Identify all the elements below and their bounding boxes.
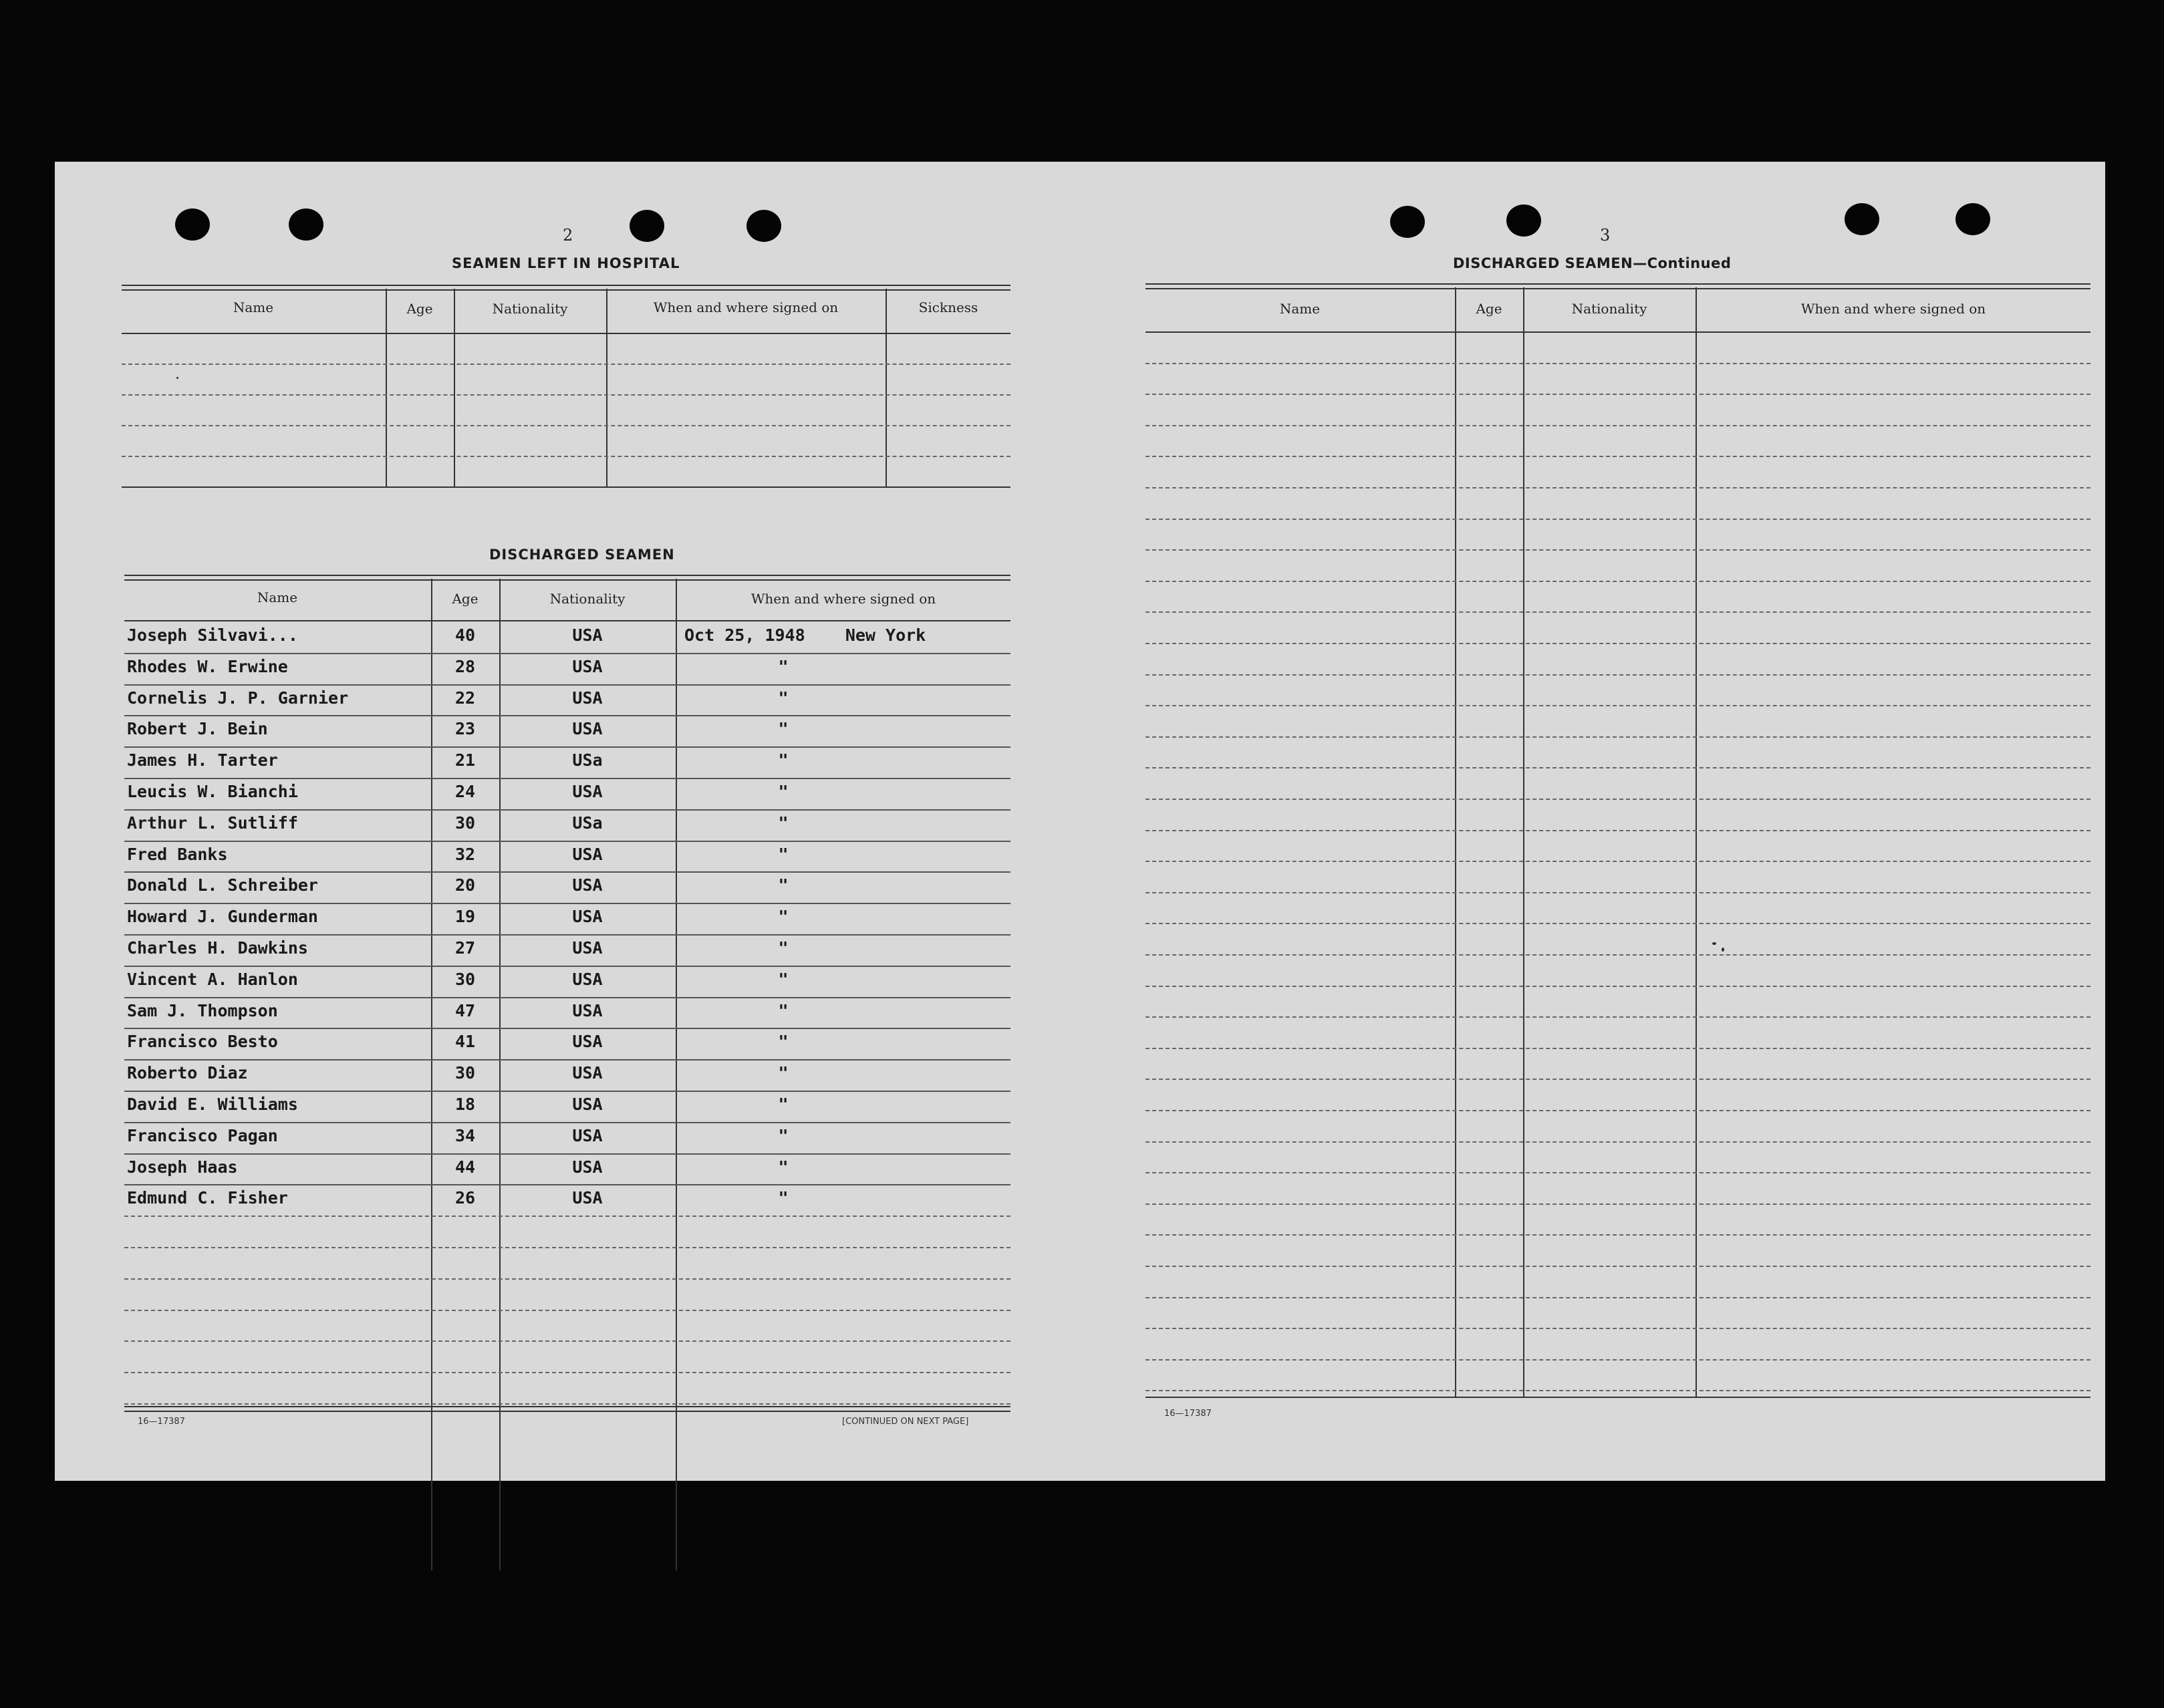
discharged-row-line — [124, 997, 1010, 998]
discharged-header-name: Name — [257, 589, 298, 605]
right-row-line — [1145, 519, 2090, 520]
right-row-line — [1145, 456, 2090, 457]
discharged-top-rule — [124, 575, 1010, 581]
seaman-age: 34 — [454, 1125, 476, 1145]
seaman-nationality: USa — [572, 750, 603, 770]
right-row-line — [1145, 1266, 2090, 1267]
right-header-age: Age — [1476, 301, 1502, 317]
discharged-row-line — [124, 715, 1010, 716]
hospital-header-sickness: Sickness — [918, 299, 978, 315]
seaman-age: 22 — [454, 688, 476, 708]
discharged-header-when-where: When and where signed on — [751, 591, 936, 607]
seaman-nationality: USA — [572, 938, 603, 958]
seaman-name: Robert J. Bein — [127, 719, 268, 739]
discharged-col-divider — [676, 579, 677, 1570]
right-header-rule — [1145, 331, 2090, 333]
dust-speck — [176, 377, 178, 379]
seaman-signed-on: " — [778, 938, 789, 958]
seaman-nationality: USA — [572, 1000, 603, 1020]
right-row-line — [1145, 986, 2090, 987]
seaman-signed-on: " — [778, 750, 789, 770]
right-row-line — [1145, 861, 2090, 862]
discharged-header-age: Age — [452, 591, 479, 607]
hospital-header-nationality: Nationality — [492, 301, 568, 317]
seaman-signed-on: " — [778, 907, 789, 927]
seaman-age: 47 — [454, 1000, 476, 1020]
seaman-signed-on: " — [778, 1188, 789, 1208]
seaman-signed-on: " — [778, 719, 789, 739]
right-col-divider — [1696, 287, 1697, 1397]
seaman-name: Howard J. Gunderman — [127, 907, 318, 927]
discharged-section-title: DISCHARGED SEAMEN — [489, 547, 675, 563]
seaman-nationality: USA — [572, 719, 603, 739]
right-row-line — [1145, 705, 2090, 706]
seaman-nationality: USA — [572, 1157, 603, 1177]
discharged-row-line — [124, 1059, 1010, 1060]
seaman-name: Vincent A. Hanlon — [127, 969, 298, 989]
right-row-line — [1145, 892, 2090, 893]
seaman-nationality: USA — [572, 875, 603, 895]
discharged-row-line — [124, 1340, 1010, 1342]
right-row-line — [1145, 954, 2090, 956]
discharged-row-line — [124, 809, 1010, 811]
seaman-signed-on: " — [778, 1000, 789, 1020]
seaman-nationality: USA — [572, 1095, 603, 1114]
right-row-line — [1145, 1297, 2090, 1298]
seaman-name: Arthur L. Sutliff — [127, 813, 298, 833]
right-row-line — [1145, 1390, 2090, 1391]
seaman-name: Joseph Silvavi... — [127, 625, 298, 645]
seaman-nationality: USA — [572, 782, 603, 801]
right-row-line — [1145, 1048, 2090, 1049]
seaman-age: 30 — [454, 969, 476, 989]
discharged-row-line — [124, 1122, 1010, 1123]
seaman-name: David E. Williams — [127, 1095, 298, 1114]
punch-hole — [289, 208, 323, 241]
seaman-nationality: USA — [572, 1032, 603, 1052]
right-header-name: Name — [1279, 301, 1321, 317]
seaman-name: James H. Tarter — [127, 750, 278, 770]
seaman-name: Roberto Diaz — [127, 1063, 248, 1083]
punch-hole — [630, 210, 664, 242]
right-row-line — [1145, 425, 2090, 426]
hospital-section-title: SEAMEN LEFT IN HOSPITAL — [452, 255, 680, 271]
discharged-row-line — [124, 746, 1010, 748]
seaman-signed-on: " — [778, 782, 789, 801]
discharged-row-line — [124, 871, 1010, 873]
discharged-row-line — [124, 1310, 1010, 1311]
seaman-name: Fred Banks — [127, 844, 228, 864]
hospital-row-line — [122, 456, 1010, 457]
right-top-rule — [1145, 283, 2090, 289]
right-col-divider — [1455, 287, 1456, 1397]
seaman-signed-on: " — [778, 688, 789, 708]
seaman-signed-on: " — [778, 875, 789, 895]
seaman-nationality: USA — [572, 656, 603, 676]
seaman-nationality: USA — [572, 625, 603, 645]
seaman-nationality: USA — [572, 688, 603, 708]
dust-speck — [1712, 942, 1716, 945]
hospital-header-when-where: When and where signed on — [653, 299, 839, 315]
right-row-line — [1145, 611, 2090, 613]
punch-hole — [1955, 203, 1990, 235]
discharged-row-line — [124, 1278, 1010, 1280]
seaman-name: Francisco Pagan — [127, 1125, 278, 1145]
seaman-age: 40 — [454, 625, 476, 645]
right-row-line — [1145, 581, 2090, 582]
hospital-header-rule — [122, 333, 1010, 334]
discharged-row-line — [124, 1028, 1010, 1029]
left-page-number: 2 — [563, 226, 573, 245]
right-row-line — [1145, 549, 2090, 551]
seaman-age: 20 — [454, 875, 476, 895]
seaman-name: Charles H. Dawkins — [127, 938, 308, 958]
seaman-age: 44 — [454, 1157, 476, 1177]
hospital-header-age: Age — [406, 301, 433, 317]
discharged-row-line — [124, 1403, 1010, 1405]
seaman-age: 41 — [454, 1032, 476, 1052]
seaman-age: 26 — [454, 1188, 476, 1208]
discharged-row-line — [124, 966, 1010, 967]
seaman-nationality: USA — [572, 844, 603, 864]
right-row-line — [1145, 674, 2090, 676]
right-row-line — [1145, 1141, 2090, 1143]
hospital-row-line — [122, 394, 1010, 396]
seaman-age: 30 — [454, 813, 476, 833]
seaman-nationality: USA — [572, 969, 603, 989]
seaman-nationality: USA — [572, 1188, 603, 1208]
punch-hole — [747, 210, 781, 242]
right-row-line — [1145, 1234, 2090, 1236]
seaman-signed-on: " — [778, 1125, 789, 1145]
discharged-row-line — [124, 778, 1010, 779]
left-form-number: 16—17387 — [138, 1417, 185, 1427]
seaman-name: Cornelis J. P. Garnier — [127, 688, 349, 708]
seaman-name: Donald L. Schreiber — [127, 875, 318, 895]
seaman-name: Leucis W. Bianchi — [127, 782, 298, 801]
right-col-divider — [1523, 287, 1524, 1397]
seaman-name: Edmund C. Fisher — [127, 1188, 288, 1208]
right-bottom-rule — [1145, 1397, 2090, 1398]
right-row-line — [1145, 1203, 2090, 1205]
right-header-when-where: When and where signed on — [1800, 301, 1986, 317]
discharged-row-line — [124, 653, 1010, 654]
right-row-line — [1145, 923, 2090, 924]
seaman-signed-on: " — [778, 813, 789, 833]
right-row-line — [1145, 799, 2090, 800]
hospital-row-line — [122, 364, 1010, 365]
seaman-age: 19 — [454, 907, 476, 927]
right-row-line — [1145, 830, 2090, 831]
seaman-age: 24 — [454, 782, 476, 801]
hospital-header-name: Name — [233, 299, 274, 315]
seaman-signed-on: " — [778, 1157, 789, 1177]
seaman-nationality: USA — [572, 1125, 603, 1145]
discharged-header-rule — [124, 620, 1010, 621]
right-header-nationality: Nationality — [1571, 301, 1647, 317]
seaman-signed-on: " — [778, 656, 789, 676]
right-row-line — [1145, 1016, 2090, 1018]
discharged-row-line — [124, 1216, 1010, 1217]
seaman-name: Sam J. Thompson — [127, 1000, 278, 1020]
seaman-nationality: USA — [572, 907, 603, 927]
discharged-row-line — [124, 1091, 1010, 1092]
discharged-row-line — [124, 1372, 1010, 1373]
right-row-line — [1145, 643, 2090, 644]
right-form-number: 16—17387 — [1164, 1409, 1212, 1419]
right-row-line — [1145, 767, 2090, 768]
seaman-age: 18 — [454, 1095, 476, 1114]
punch-hole — [1845, 203, 1879, 235]
seaman-age: 28 — [454, 656, 476, 676]
right-row-line — [1145, 394, 2090, 395]
seaman-name: Francisco Besto — [127, 1032, 278, 1052]
discharged-row-line — [124, 841, 1010, 842]
seaman-nationality: USA — [572, 1063, 603, 1083]
continued-note: [CONTINUED ON NEXT PAGE] — [842, 1417, 969, 1427]
discharged-row-line — [124, 1184, 1010, 1185]
seaman-age: 30 — [454, 1063, 476, 1083]
ledger-paper — [55, 162, 2105, 1481]
seaman-name: Joseph Haas — [127, 1157, 238, 1177]
seaman-signed-on: " — [778, 844, 789, 864]
discharged-row-line — [124, 1153, 1010, 1155]
punch-hole — [1390, 206, 1425, 238]
right-row-line — [1145, 1359, 2090, 1361]
seaman-name: Rhodes W. Erwine — [127, 656, 288, 676]
seaman-signed-on: " — [778, 1032, 789, 1052]
seaman-age: 23 — [454, 719, 476, 739]
discharged-row-line — [124, 1247, 1010, 1248]
seaman-signed-on: " — [778, 1063, 789, 1083]
hospital-top-rule — [122, 285, 1010, 291]
right-row-line — [1145, 1110, 2090, 1111]
hospital-row-line — [122, 425, 1010, 426]
right-page-number: 3 — [1600, 226, 1611, 245]
seaman-age: 27 — [454, 938, 476, 958]
dust-speck — [1722, 948, 1724, 952]
seaman-signed-on: " — [778, 969, 789, 989]
right-row-line — [1145, 1172, 2090, 1173]
seaman-signed-on: Oct 25, 1948 New York — [684, 625, 926, 645]
seaman-age: 32 — [454, 844, 476, 864]
discharged-row-line — [124, 934, 1010, 936]
right-row-line — [1145, 363, 2090, 364]
punch-hole — [175, 208, 210, 241]
hospital-bottom-rule — [122, 486, 1010, 488]
discharged-row-line — [124, 903, 1010, 904]
right-section-title: DISCHARGED SEAMEN—Continued — [1453, 255, 1732, 271]
discharged-row-line — [124, 684, 1010, 686]
right-row-line — [1145, 1328, 2090, 1329]
right-row-line — [1145, 487, 2090, 488]
discharged-header-nationality: Nationality — [549, 591, 626, 607]
seaman-signed-on: " — [778, 1095, 789, 1114]
right-row-line — [1145, 736, 2090, 738]
punch-hole — [1506, 204, 1541, 237]
seaman-age: 21 — [454, 750, 476, 770]
discharged-bottom-rule — [124, 1406, 1010, 1412]
seaman-nationality: USa — [572, 813, 603, 833]
right-row-line — [1145, 1079, 2090, 1080]
